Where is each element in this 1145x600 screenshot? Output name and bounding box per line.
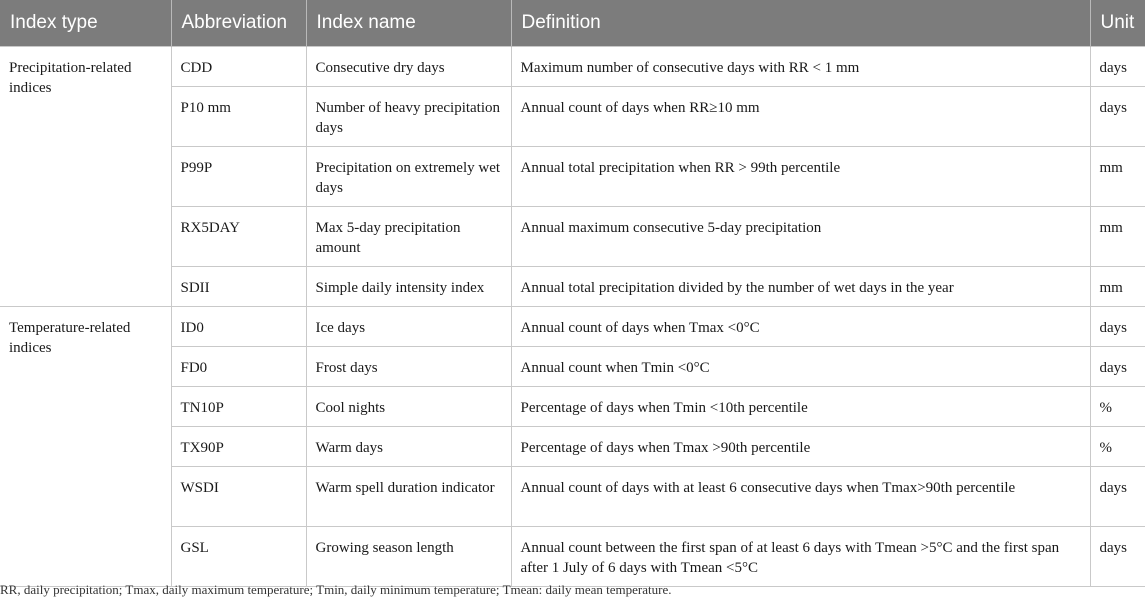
definition-cell: Annual count when Tmin <0°C [511, 347, 1090, 387]
index-name-cell: Consecutive dry days [306, 47, 511, 87]
abbreviation-cell: TX90P [171, 427, 306, 467]
definition-cell: Annual total precipitation divided by the number of wet days in the year [511, 267, 1090, 307]
definition-cell: Annual count of days when RR≥10 mm [511, 87, 1090, 147]
definition-cell: Annual count between the first span of at least 6 days with Tmean >5°C and the first span after 1 July of 6 days with Tmean <5°C [511, 527, 1090, 587]
unit-cell: % [1090, 387, 1145, 427]
table-row [0, 427, 1145, 467]
header-definition: Definition [511, 0, 1090, 47]
unit-cell: days [1090, 527, 1145, 587]
index-name-cell: Growing season length [306, 527, 511, 587]
unit-cell: mm [1090, 267, 1145, 307]
index-name-cell: Number of heavy precipitation days [306, 87, 511, 147]
table-body [0, 47, 1145, 587]
unit-cell: days [1090, 307, 1145, 347]
header-abbreviation: Abbreviation [171, 0, 306, 47]
table-row [0, 47, 1145, 87]
definition-cell: Annual count of days with at least 6 consecutive days when Tmax>90th percentile [511, 467, 1090, 527]
table-row [0, 527, 1145, 587]
definition-cell: Percentage of days when Tmin <10th percentile [511, 387, 1090, 427]
definition-cell: Maximum number of consecutive days with RR < 1 mm [511, 47, 1090, 87]
index-name-cell: Simple daily intensity index [306, 267, 511, 307]
definition-cell: Annual maximum consecutive 5-day precipitation [511, 207, 1090, 267]
unit-cell: mm [1090, 207, 1145, 267]
abbreviation-cell: WSDI [171, 467, 306, 527]
unit-cell: % [1090, 427, 1145, 467]
table-row [0, 387, 1145, 427]
abbreviation-cell: RX5DAY [171, 207, 306, 267]
unit-cell: days [1090, 467, 1145, 527]
unit-cell: mm [1090, 147, 1145, 207]
abbreviation-cell: CDD [171, 47, 306, 87]
index-type-cell: Precipitation-related indices [0, 47, 171, 307]
index-name-cell: Warm days [306, 427, 511, 467]
abbreviation-cell: FD0 [171, 347, 306, 387]
index-name-cell: Warm spell duration indicator [306, 467, 511, 527]
definition-cell: Percentage of days when Tmax >90th percentile [511, 427, 1090, 467]
unit-cell: days [1090, 47, 1145, 87]
table-row [0, 147, 1145, 207]
header-index-name: Index name [306, 0, 511, 47]
definition-cell: Annual count of days when Tmax <0°C [511, 307, 1090, 347]
index-name-cell: Precipitation on extremely wet days [306, 147, 511, 207]
abbreviation-cell: P99P [171, 147, 306, 207]
unit-cell: days [1090, 347, 1145, 387]
table-header [0, 0, 1145, 47]
header-index-type: Index type [0, 0, 171, 47]
table-row [0, 467, 1145, 527]
header-row [0, 0, 1145, 47]
abbreviation-cell: SDII [171, 267, 306, 307]
table-row [0, 207, 1145, 267]
index-type-cell: Temperature-related indices [0, 307, 171, 587]
abbreviation-cell: ID0 [171, 307, 306, 347]
table-footnote: RR, daily precipitation; Tmax, daily maximum temperature; Tmin, daily minimum temperature; Tmean: daily mean temperature. [0, 582, 672, 597]
abbreviation-cell: TN10P [171, 387, 306, 427]
table-row [0, 87, 1145, 147]
table-row [0, 267, 1145, 307]
index-name-cell: Max 5-day precipitation amount [306, 207, 511, 267]
index-name-cell: Ice days [306, 307, 511, 347]
abbreviation-cell: GSL [171, 527, 306, 587]
definition-cell: Annual total precipitation when RR > 99th percentile [511, 147, 1090, 207]
index-name-cell: Cool nights [306, 387, 511, 427]
header-unit: Unit [1090, 0, 1145, 47]
table-row [0, 347, 1145, 387]
index-name-cell: Frost days [306, 347, 511, 387]
table-row [0, 307, 1145, 347]
unit-cell: days [1090, 87, 1145, 147]
abbreviation-cell: P10 mm [171, 87, 306, 147]
